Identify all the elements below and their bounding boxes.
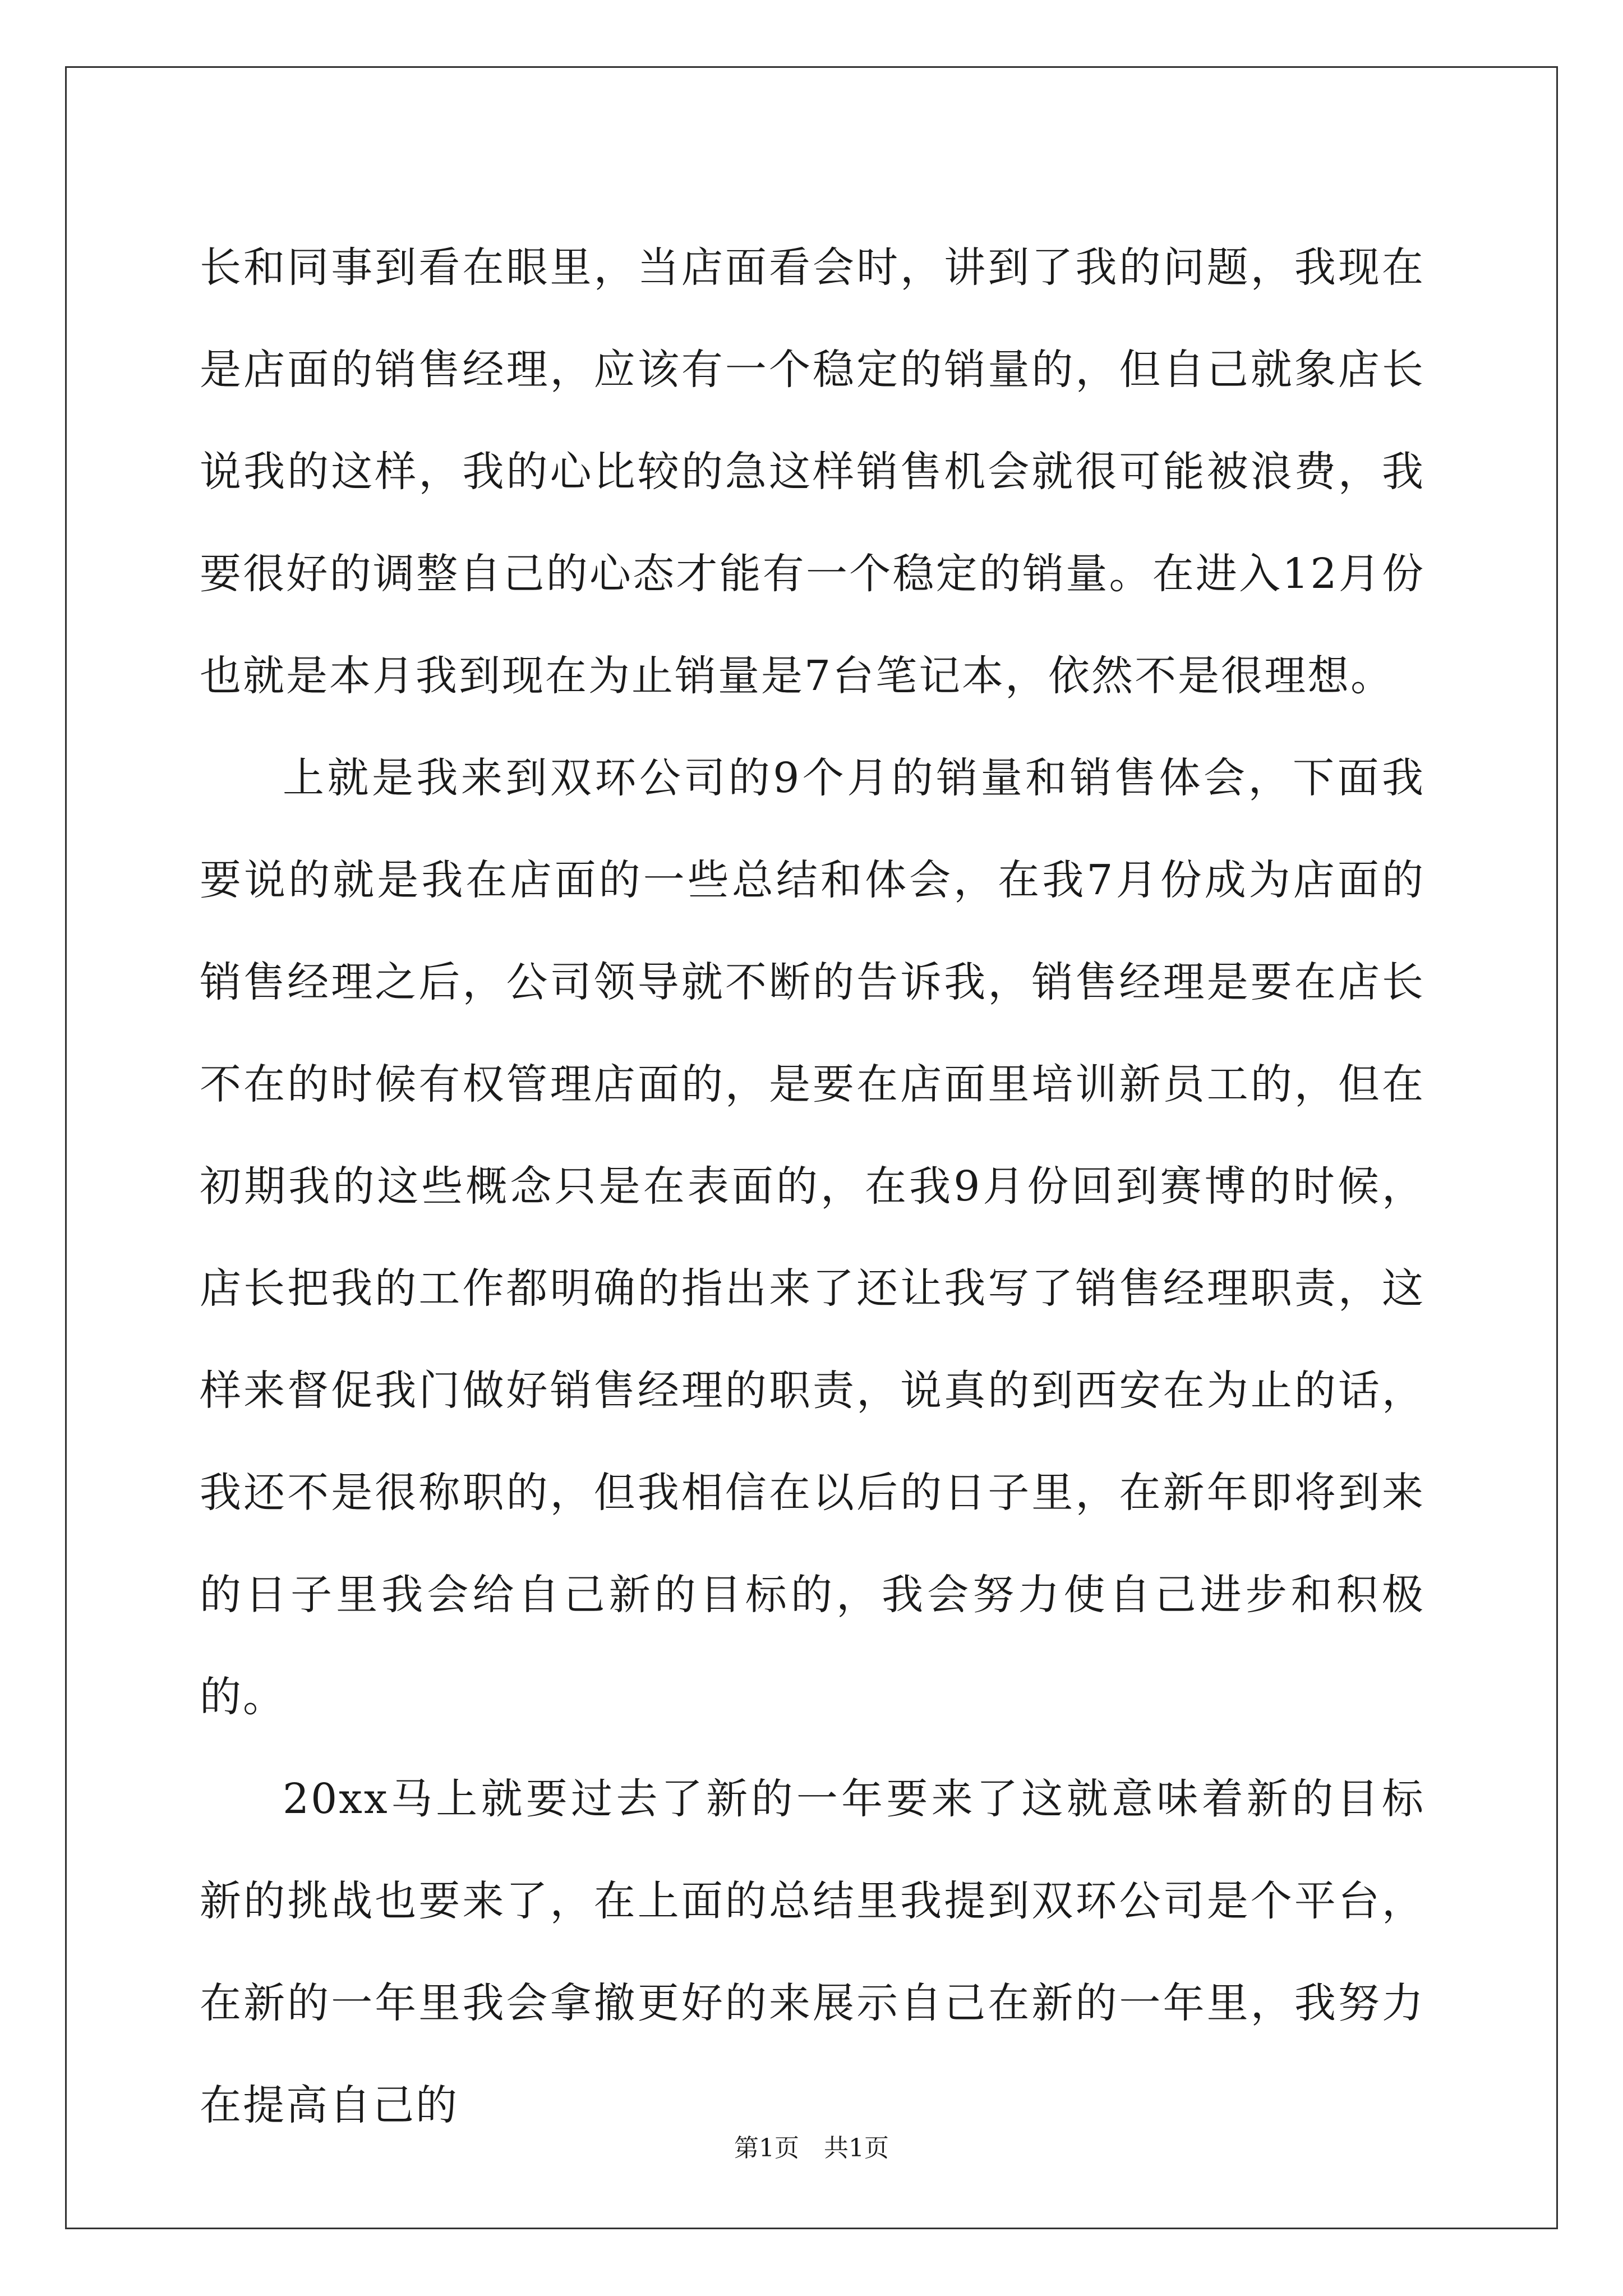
paragraph-3: 20xx马上就要过去了新的一年要来了这就意味着新的目标新的挑战也要来了，在上面的总结里我提到双环公司是个平台，在新的一年里我会拿撤更好的来展示自己在新的一年里，我努力在提高自己的 (200, 1775, 1425, 2129)
paragraph-2: 上就是我来到双环公司的9个月的销量和销售体会，下面我要说的就是我在店面的一些总结和体会，在我7月份成为店面的销售经理之后，公司领导就不断的告诉我，销售经理是要在店长不在的时候有权管理店面的，是要在店面里培训新员工的，但在初期我的这些概念只是在表面的，在我9月份回到赛博的时候，店长把我的工作都明确的指出来了还让我写了销售经理职责，这样来督促我门做好销售经理的职责，说真的到西安在为止的话，我还不是很称职的，但我相信在以后的日子里，在新年即将到来的日子里我会给自己新的目标的，我会努力使自己进步和积极的。 (200, 754, 1425, 1721)
page-footer: 第1页 共1页 (734, 2134, 889, 2162)
paragraph-1: 长和同事到看在眼里，当店面看会时，讲到了我的问题，我现在是店面的销售经理，应该有一个稳定的销量的，但自己就象店长说我的这样，我的心比较的急这样销售机会就很可能被浪费，我要很好的调整自己的心态才能有一个稳定的销量。在进入12月份也就是本月我到现在为止销量是7台笔记本，依然不是很理想。 (200, 243, 1425, 700)
document-body (200, 217, 1425, 2156)
